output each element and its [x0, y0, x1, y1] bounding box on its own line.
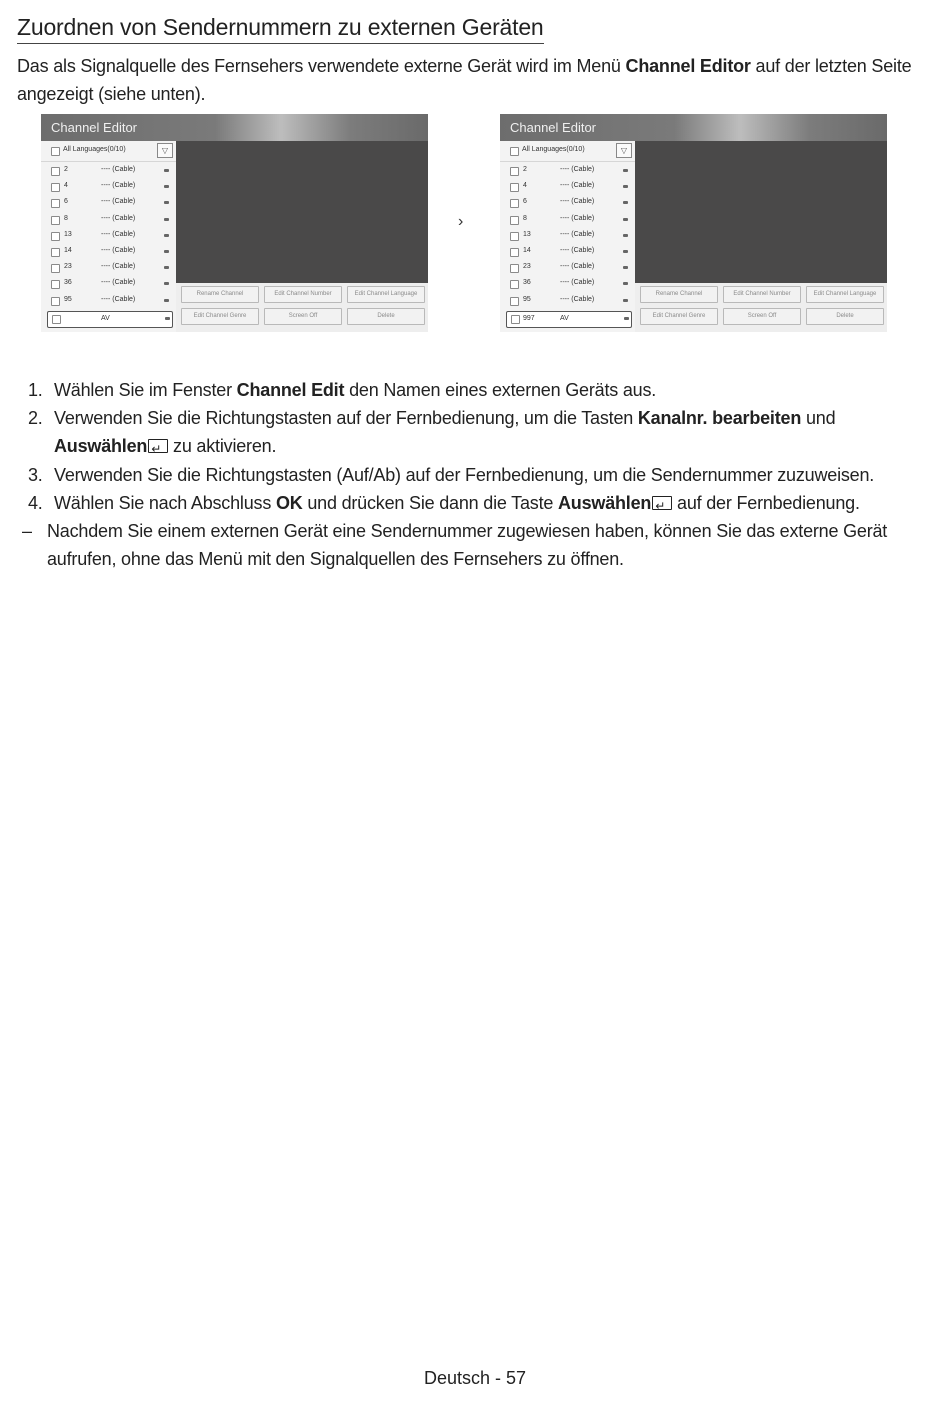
channel-name: ---- (Cable) [560, 230, 595, 238]
intro-bold-menu: Channel Editor [625, 56, 751, 76]
channel-checkbox[interactable] [51, 264, 60, 273]
lock-icon [164, 201, 169, 204]
rename-channel-button[interactable]: Rename Channel [640, 286, 718, 303]
step-bold-term: Channel Edit [236, 380, 345, 400]
channel-number: 13 [64, 230, 72, 238]
lock-icon [164, 250, 169, 253]
channel-row[interactable] [500, 179, 635, 195]
channel-row[interactable] [500, 195, 635, 211]
channel-name: ---- (Cable) [560, 198, 595, 206]
channel-row[interactable] [500, 212, 635, 228]
editor-title: Channel Editor [510, 120, 596, 135]
step-text-part: auf der Fernbedienung. [672, 493, 860, 513]
lock-icon [165, 317, 170, 320]
channel-name: ---- (Cable) [101, 166, 136, 173]
channel-number: 95 [523, 295, 531, 303]
channel-number: 14 [64, 247, 72, 254]
channel-number: 36 [523, 279, 531, 287]
lock-icon [623, 185, 628, 188]
channel-checkbox[interactable] [51, 216, 60, 225]
step-4 [0, 489, 950, 517]
note-text: Nachdem Sie einem externen Gerät eine Sendernummer zugewiesen haben, können Sie das externe Gerät aufrufen, ohne das Menü mit den Signalquellen des Fernsehers zu öffnen. [47, 521, 888, 569]
lock-icon [623, 250, 628, 253]
language-filter-label: All Languages(0/10) [63, 146, 126, 153]
edit-channel-genre-button[interactable]: Edit Channel Genre [181, 308, 259, 325]
channel-number: 6 [523, 198, 527, 206]
channel-number: 23 [523, 263, 531, 271]
channel-checkbox[interactable] [511, 315, 520, 324]
channel-number: 6 [64, 198, 68, 206]
channel-row[interactable] [500, 276, 635, 292]
channel-row[interactable] [500, 163, 635, 179]
step-number: 1. [28, 380, 43, 400]
channel-name: ---- (Cable) [560, 247, 595, 254]
channel-name: ---- (Cable) [560, 279, 595, 287]
channel-list [41, 141, 176, 332]
lock-icon [164, 282, 169, 285]
channel-number: 4 [64, 182, 68, 190]
filter-icon[interactable]: ▽ [157, 143, 173, 158]
lock-icon [164, 299, 169, 302]
channel-number: 997 [523, 315, 535, 322]
step-text-part: und [801, 408, 836, 428]
step-bold-term: Kanalnr. bearbeiten [637, 408, 802, 428]
page-title: Zuordnen von Sendernummern zu externen Geräten [17, 14, 544, 44]
channel-row[interactable] [41, 293, 176, 309]
channel-checkbox[interactable] [52, 315, 61, 324]
editor-button-panel [635, 283, 887, 332]
lock-icon [623, 218, 628, 221]
chevron-right-icon: › [458, 213, 464, 230]
edit-channel-language-button[interactable]: Edit Channel Language [347, 286, 425, 303]
channel-name: ---- (Cable) [101, 247, 136, 254]
editor-titlebar [41, 114, 428, 141]
step-text [54, 404, 914, 460]
channel-name: ---- (Cable) [560, 182, 595, 190]
channel-checkbox[interactable] [51, 183, 60, 192]
channel-row[interactable] [41, 195, 176, 211]
select-all-checkbox[interactable] [51, 147, 60, 156]
channel-row[interactable] [500, 228, 635, 244]
channel-number: 36 [64, 279, 72, 287]
step-bold-term: Auswählen [558, 493, 652, 513]
channel-name: ---- (Cable) [101, 230, 136, 238]
step-number: 3. [28, 465, 43, 485]
channel-name: ---- (Cable) [101, 182, 136, 190]
channel-name: AV [101, 315, 110, 322]
step-1 [0, 376, 950, 404]
lock-icon [164, 185, 169, 188]
channel-row[interactable] [500, 244, 635, 260]
channel-checkbox[interactable] [510, 183, 519, 192]
step-bold-term: Auswählen [54, 436, 148, 456]
channel-editor-screenshot-before [41, 114, 428, 332]
channel-row[interactable] [41, 228, 176, 244]
step-text [54, 376, 914, 404]
lock-icon [623, 201, 628, 204]
language-filter-label: All Languages(0/10) [522, 146, 585, 153]
channel-row[interactable] [41, 276, 176, 292]
step-text-part: Wählen Sie im Fenster [54, 380, 237, 400]
channel-number: 14 [523, 247, 531, 254]
channel-row[interactable] [41, 212, 176, 228]
delete-button[interactable]: Delete [806, 308, 884, 325]
channel-row[interactable] [500, 260, 635, 276]
channel-name: ---- (Cable) [101, 263, 136, 271]
lock-icon [623, 234, 628, 237]
channel-checkbox[interactable] [510, 297, 519, 306]
editor-button-panel [176, 283, 428, 332]
intro-text-end: auf der letzten Seite angezeigt (siehe unten). [17, 56, 912, 104]
lock-icon [164, 266, 169, 269]
channel-row-selected[interactable] [506, 311, 632, 328]
channel-editor-screenshot-after [500, 114, 887, 332]
filter-icon[interactable]: ▽ [616, 143, 632, 158]
channel-name: ---- (Cable) [101, 198, 136, 206]
step-text-part: Verwenden Sie die Richtungstasten auf der Fernbedienung, um die Tasten [54, 408, 638, 428]
channel-row[interactable] [500, 293, 635, 309]
edit-channel-number-button[interactable]: Edit Channel Number [723, 286, 801, 303]
channel-number: 2 [523, 166, 527, 173]
step-text-part: und drücken Sie dann die Taste [302, 493, 558, 513]
channel-number: 8 [64, 214, 68, 222]
step-text-part: zu aktivieren. [168, 436, 277, 456]
channel-checkbox[interactable] [510, 248, 519, 257]
channel-checkbox[interactable] [510, 199, 519, 208]
page-footer: Deutsch - 57 [423, 1368, 527, 1388]
step-number: 2. [28, 408, 43, 428]
rename-channel-button[interactable]: Rename Channel [181, 286, 259, 303]
lock-icon [623, 169, 628, 172]
enter-key-icon [652, 496, 672, 510]
edit-channel-language-button[interactable]: Edit Channel Language [806, 286, 884, 303]
channel-number: 13 [523, 230, 531, 238]
channel-row-selected[interactable] [47, 311, 173, 328]
language-filter-header [41, 141, 176, 162]
channel-row[interactable] [41, 260, 176, 276]
note-dash: – [22, 521, 32, 541]
intro-text: Das als Signalquelle des Fernsehers verwendete externe Gerät wird im Menü [17, 56, 626, 76]
channel-name: ---- (Cable) [560, 214, 595, 222]
intro-paragraph [17, 52, 917, 108]
lock-icon [623, 266, 628, 269]
channel-number: 8 [523, 214, 527, 222]
channel-name: ---- (Cable) [101, 279, 136, 287]
channel-name: ---- (Cable) [560, 263, 595, 271]
lock-icon [624, 317, 629, 320]
lock-icon [164, 234, 169, 237]
channel-name: ---- (Cable) [560, 166, 595, 173]
channel-checkbox[interactable] [51, 232, 60, 241]
channel-row[interactable] [41, 244, 176, 260]
lock-icon [623, 282, 628, 285]
channel-row[interactable] [41, 163, 176, 179]
channel-number: 4 [523, 182, 527, 190]
step-3 [0, 461, 950, 489]
step-bold-term: OK [275, 493, 303, 513]
step-text [54, 489, 914, 517]
channel-checkbox[interactable] [510, 264, 519, 273]
delete-button[interactable]: Delete [347, 308, 425, 325]
screen-off-button[interactable]: Screen Off [264, 308, 342, 325]
channel-checkbox[interactable] [51, 199, 60, 208]
step-text: Verwenden Sie die Richtungstasten (Auf/Ab) auf der Fernbedienung, um die Sendernummer zuzuweisen. [54, 465, 875, 485]
lock-icon [164, 218, 169, 221]
channel-checkbox[interactable] [51, 167, 60, 176]
channel-number: 2 [64, 166, 68, 173]
channel-list [500, 141, 635, 332]
channel-checkbox[interactable] [510, 167, 519, 176]
screen-off-button[interactable]: Screen Off [723, 308, 801, 325]
channel-number: 23 [64, 263, 72, 271]
channel-checkbox[interactable] [510, 216, 519, 225]
language-filter-header [500, 141, 635, 162]
select-all-checkbox[interactable] [510, 147, 519, 156]
lock-icon [623, 299, 628, 302]
edit-channel-number-button[interactable]: Edit Channel Number [264, 286, 342, 303]
channel-checkbox[interactable] [510, 232, 519, 241]
edit-channel-genre-button[interactable]: Edit Channel Genre [640, 308, 718, 325]
channel-number: 95 [64, 295, 72, 303]
channel-name: ---- (Cable) [560, 295, 595, 303]
editor-title: Channel Editor [51, 120, 137, 135]
channel-checkbox[interactable] [51, 297, 60, 306]
channel-name: AV [560, 315, 569, 322]
lock-icon [164, 169, 169, 172]
channel-checkbox[interactable] [510, 280, 519, 289]
channel-checkbox[interactable] [51, 248, 60, 257]
note [0, 517, 950, 573]
step-text-part: Wählen Sie nach Abschluss [54, 493, 276, 513]
step-number: 4. [28, 493, 43, 513]
channel-checkbox[interactable] [51, 280, 60, 289]
channel-row[interactable] [41, 179, 176, 195]
step-2 [0, 404, 950, 460]
step-text-part: den Namen eines externen Geräts aus. [344, 380, 657, 400]
channel-name: ---- (Cable) [101, 295, 136, 303]
enter-key-icon [148, 439, 168, 453]
channel-name: ---- (Cable) [101, 214, 136, 222]
editor-titlebar [500, 114, 887, 141]
